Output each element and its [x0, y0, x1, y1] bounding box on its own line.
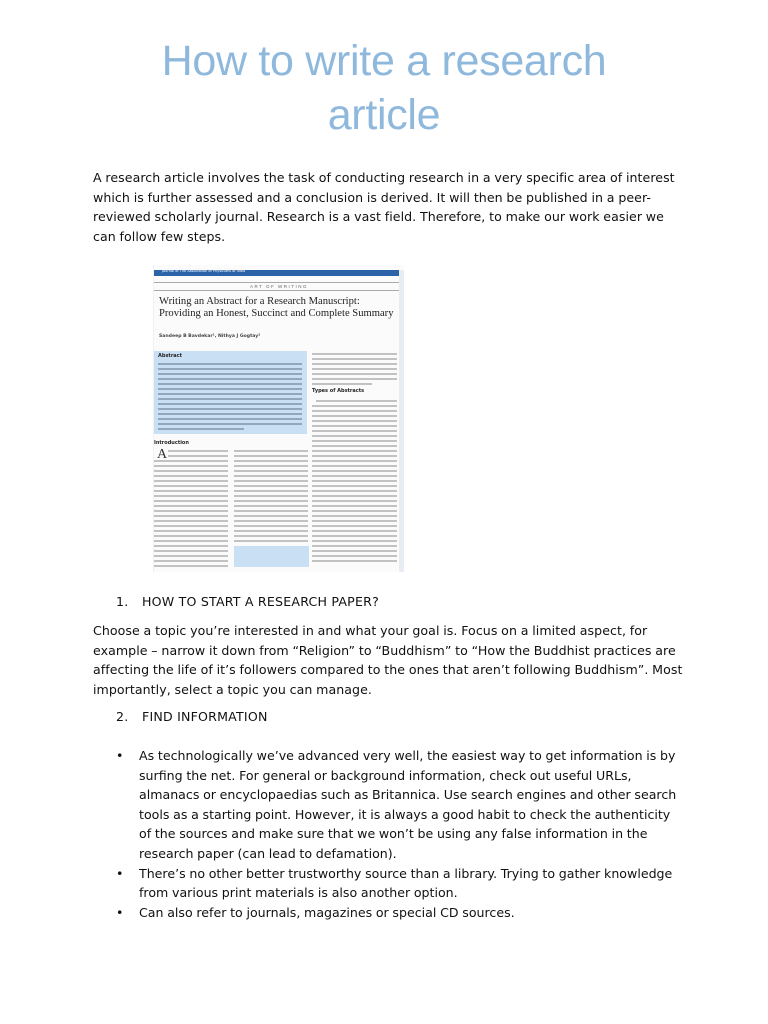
abstract-box: [154, 351, 307, 434]
bullet-icon: •: [116, 865, 124, 881]
right-column-text: [312, 397, 402, 572]
section-1-number: 1.: [116, 594, 129, 609]
bullet-icon: •: [116, 904, 124, 920]
section-2-number: 2.: [116, 709, 129, 724]
abstract-text-lines: [154, 351, 307, 434]
article-figure: [153, 265, 404, 572]
bullet-icon: •: [116, 748, 124, 763]
article-title: Writing an Abstract for a Research Manuscript: Providing an Honest, Succinct and Complete Summary: [159, 296, 394, 319]
section-1-paragraph: Choose a topic you’re interested in and what your goal is. Focus on a limited aspect, for example – narrow it down from “Religion” to “Buddhism” to “How the Buddhist practices are affecting the life of it’s followers compared to the ones that aren’t following Buddhism”. Most importantly, select a topic you can manage.: [93, 623, 683, 697]
list-item-text: As technologically we’ve advanced very well, the easiest way to get information is by surfing the net. For general or background information, check out useful URLs, almanacs or encyclopaedias such as Britannica. Use search engines and other search tools as a starting point. However, it is always a good habit to check the authenticity of the sources and make sure that we won’t be using any false information in the research paper (can lead to defamation).: [139, 748, 677, 861]
list-item-text: There’s no other better trustworthy source than a library. Trying to gather knowledge from various print materials is also another option.: [139, 865, 673, 901]
list-item: [116, 864, 686, 903]
intro-paragraph: A research article involves the task of conducting research in a very specific area of interest which is further assessed and a conclusion is derived. It will then be published in a peer-reviewed scholarly journal. Research is a vast field. Therefore, to make our work easier we can follow few steps.: [93, 170, 675, 244]
section-2-heading: [116, 709, 268, 724]
list-item: [116, 903, 686, 923]
journal-title: Journal of The Association of Physicians of India: [162, 269, 246, 273]
section-2-title: FIND INFORMATION: [142, 709, 268, 724]
page-edge: [399, 270, 404, 572]
page-title-line-1: How to write a research: [161, 37, 607, 85]
info-bullet-list: [116, 746, 686, 922]
page-title-line-2: article: [327, 91, 441, 139]
drop-cap: A: [157, 447, 168, 462]
introduction-heading: Introduction: [154, 440, 189, 446]
section-1-title: HOW TO START A RESEARCH PAPER?: [142, 594, 379, 609]
list-item-text: Can also refer to journals, magazines or special CD sources.: [139, 904, 515, 920]
author-note-box: [234, 546, 309, 567]
types-heading: Types of Abstracts: [312, 388, 365, 394]
article-authors: Sandeep B Bavdekar¹, Nithya J Gogtay²: [159, 334, 261, 339]
abstract-heading: Abstract: [158, 353, 183, 359]
list-item: [116, 746, 686, 864]
section-1-heading: [116, 594, 379, 609]
section-label: ART OF WRITING: [154, 282, 404, 291]
